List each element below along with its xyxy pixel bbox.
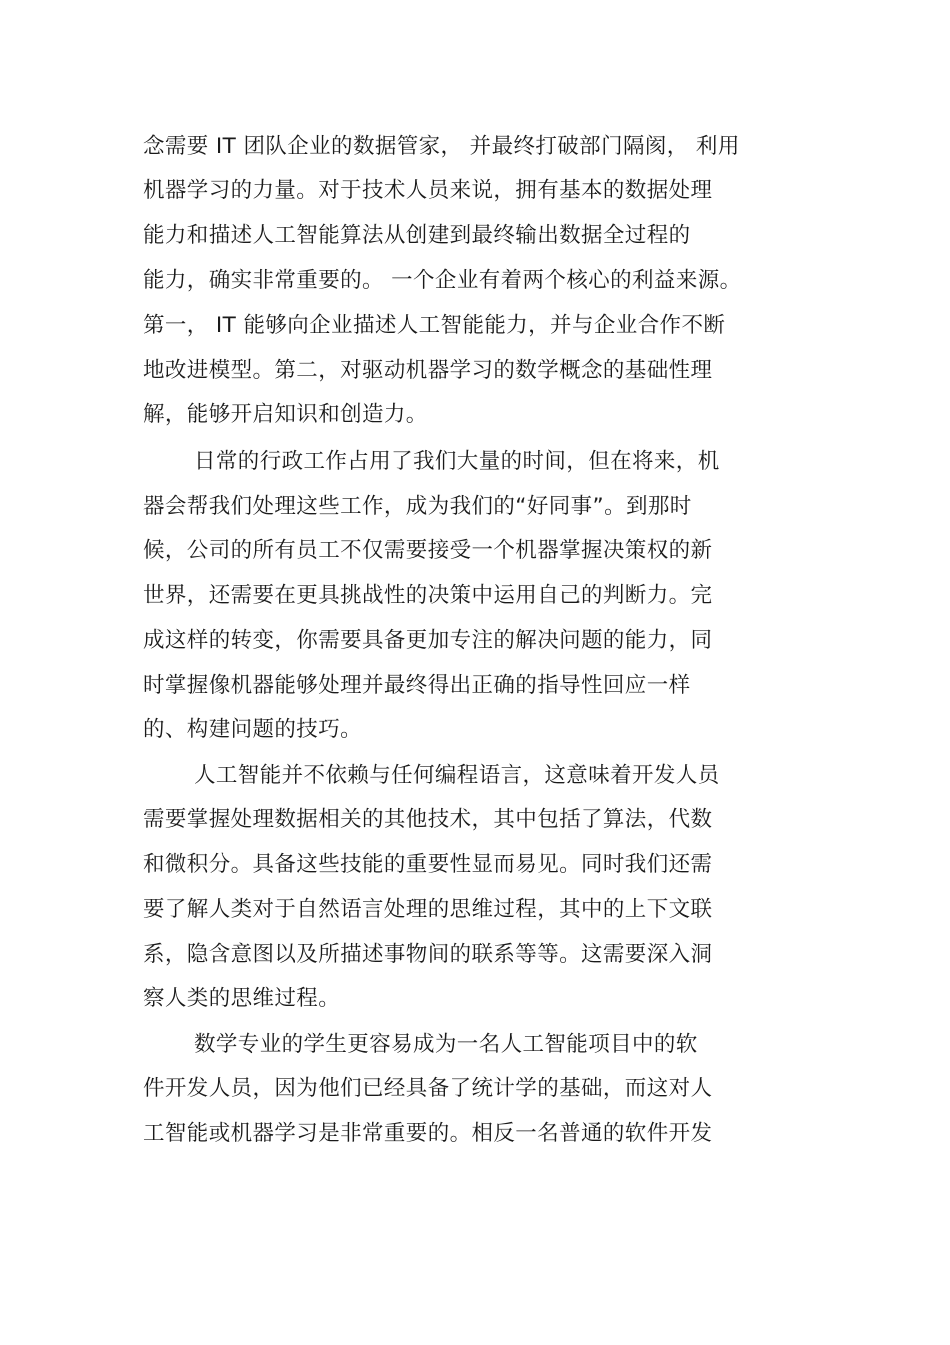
paragraph-4-line-2: 件开发人员，因为他们已经具备了统计学的基础，而这对人 bbox=[143, 1076, 713, 1101]
paragraph-2-line-1: 日常的行政工作占用了我们大量的时间，但在将来，机 bbox=[194, 449, 720, 474]
paragraph-3-line-4: 要了解人类对于自然语言处理的思维过程，其中的上下文联 bbox=[143, 897, 713, 922]
paragraph-2-line-3: 候，公司的所有员工不仅需要接受一个机器掌握决策权的新 bbox=[143, 538, 713, 563]
paragraph-2-line-6: 时掌握像机器能够处理并最终得出正确的指导性回应一样 bbox=[143, 673, 691, 698]
paragraph-3-line-1: 人工智能并不依赖与任何编程语言，这意味着开发人员 bbox=[194, 763, 720, 788]
text-line-1: 念需要 IT 团队企业的数据管家， 并最终打破部门隔阂， 利用 bbox=[143, 134, 740, 159]
paragraph-4-line-3: 工智能或机器学习是非常重要的。相反一名普通的软件开发 bbox=[143, 1121, 713, 1146]
paragraph-2-line-7: 的、构建问题的技巧。 bbox=[143, 717, 363, 742]
text-line-7: 解，能够开启知识和创造力。 bbox=[143, 402, 428, 427]
text-line-3: 能力和描述人工智能算法从创建到最终输出数据全过程的 bbox=[143, 223, 691, 248]
paragraph-3-line-2: 需要掌握处理数据相关的其他技术，其中包括了算法，代数 bbox=[143, 807, 713, 832]
paragraph-3-line-6: 察人类的思维过程。 bbox=[143, 986, 341, 1011]
text-line-6: 地改进模型。第二，对驱动机器学习的数学概念的基础性理 bbox=[143, 358, 713, 383]
paragraph-2-line-4: 世界，还需要在更具挑战性的决策中运用自己的判断力。完 bbox=[143, 583, 713, 608]
paragraph-3-line-3: 和微积分。具备这些技能的重要性显而易见。同时我们还需 bbox=[143, 852, 713, 877]
text-line-5: 第一， IT 能够向企业描述人工智能能力，并与企业合作不断 bbox=[143, 313, 726, 338]
text-line-4: 能力，确实非常重要的。 一个企业有着两个核心的利益来源。 bbox=[143, 268, 742, 293]
text-line-2: 机器学习的力量。对于技术人员来说，拥有基本的数据处理 bbox=[143, 178, 713, 203]
paragraph-3-line-5: 系，隐含意图以及所描述事物间的联系等等。这需要深入洞 bbox=[143, 942, 713, 967]
paragraph-2-line-2: 器会帮我们处理这些工作，成为我们的“好同事”。到那时 bbox=[143, 494, 692, 519]
paragraph-4-line-1: 数学专业的学生更容易成为一名人工智能项目中的软 bbox=[194, 1032, 698, 1057]
paragraph-2-line-5: 成这样的转变，你需要具备更加专注的解决问题的能力，同 bbox=[143, 628, 713, 653]
